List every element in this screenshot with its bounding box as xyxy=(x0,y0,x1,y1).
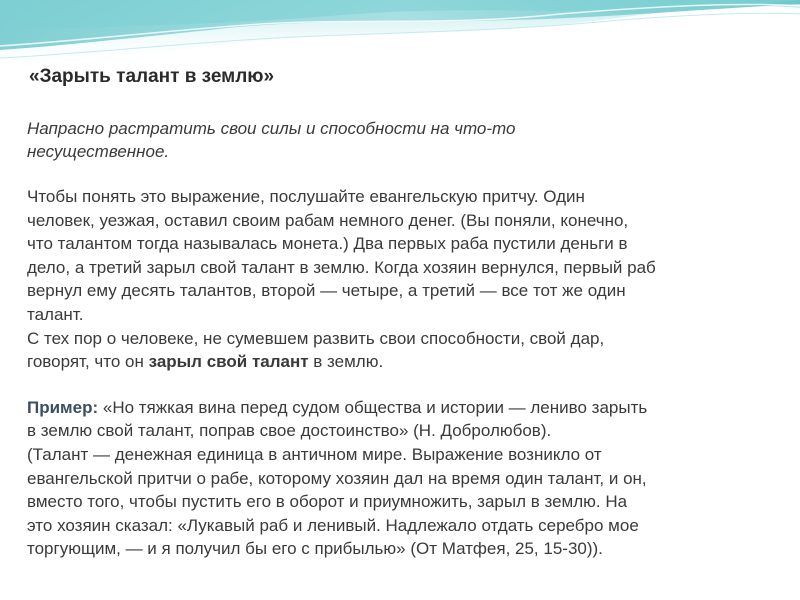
story-line: человек, уезжая, оставил своим рабам немного денег. (Вы поняли, конечно, xyxy=(27,210,629,230)
story-line: дело, а третий зарыл свой талант в землю. Когда хозяин вернулся, первый раб xyxy=(27,257,656,277)
example-line xyxy=(27,396,777,420)
story-text: в землю. xyxy=(308,352,384,372)
story-line: вернул ему десять талантов, второй — четыре, а третий — все тот же один xyxy=(27,281,626,301)
story-line: Чтобы понять это выражение, послушайте евангельскую притчу. Один xyxy=(27,187,585,206)
story-text: говорят, что он xyxy=(27,352,149,372)
header-wave-decoration xyxy=(0,0,800,70)
note-line: это хозяин сказал: «Лукавый раб и ленивый. Надлежало отдать серебро мое xyxy=(27,515,639,535)
example-line: в землю свой талант, поправ свое достоинство» (Н. Добролюбов). xyxy=(27,421,552,441)
idiom-highlight: зарыл свой талант xyxy=(148,352,309,372)
note-line: (Талант — денежная единица в античном мире. Выражение возникло от xyxy=(27,444,602,464)
story-paragraph xyxy=(27,185,777,374)
definition-line: несущественное. xyxy=(27,142,170,161)
note-line: вместо того, чтобы пустить его в оборот и приумножить, зарыл в землю. На xyxy=(27,492,628,512)
slide-title: «Зарыть талант в землю» xyxy=(29,66,275,87)
story-line: талант. xyxy=(27,304,84,324)
note-line: торгующим, — и я получил бы его с прибылью» (От Матфея, 25, 15-30)). xyxy=(27,539,603,559)
note-line: евангельской притчи о рабе, которому хозяин дал на время один талант, и он, xyxy=(27,468,647,488)
idiom-definition xyxy=(27,117,777,163)
definition-line: Напрасно растратить свои силы и способности на что-то xyxy=(27,119,516,138)
example-label: Пример: xyxy=(27,397,99,417)
slide-content xyxy=(27,66,777,561)
story-last-line xyxy=(27,350,777,374)
example-paragraph xyxy=(27,396,777,561)
story-line: С тех пор о человеке, не сумевшем развить свои способности, свой дар, xyxy=(27,328,605,348)
example-quote: «Но тяжкая вина перед судом общества и истории — лениво зарыть xyxy=(98,397,648,417)
story-line: что талантом тогда называлась монета.) Два первых раба пустили деньги в xyxy=(27,234,628,254)
